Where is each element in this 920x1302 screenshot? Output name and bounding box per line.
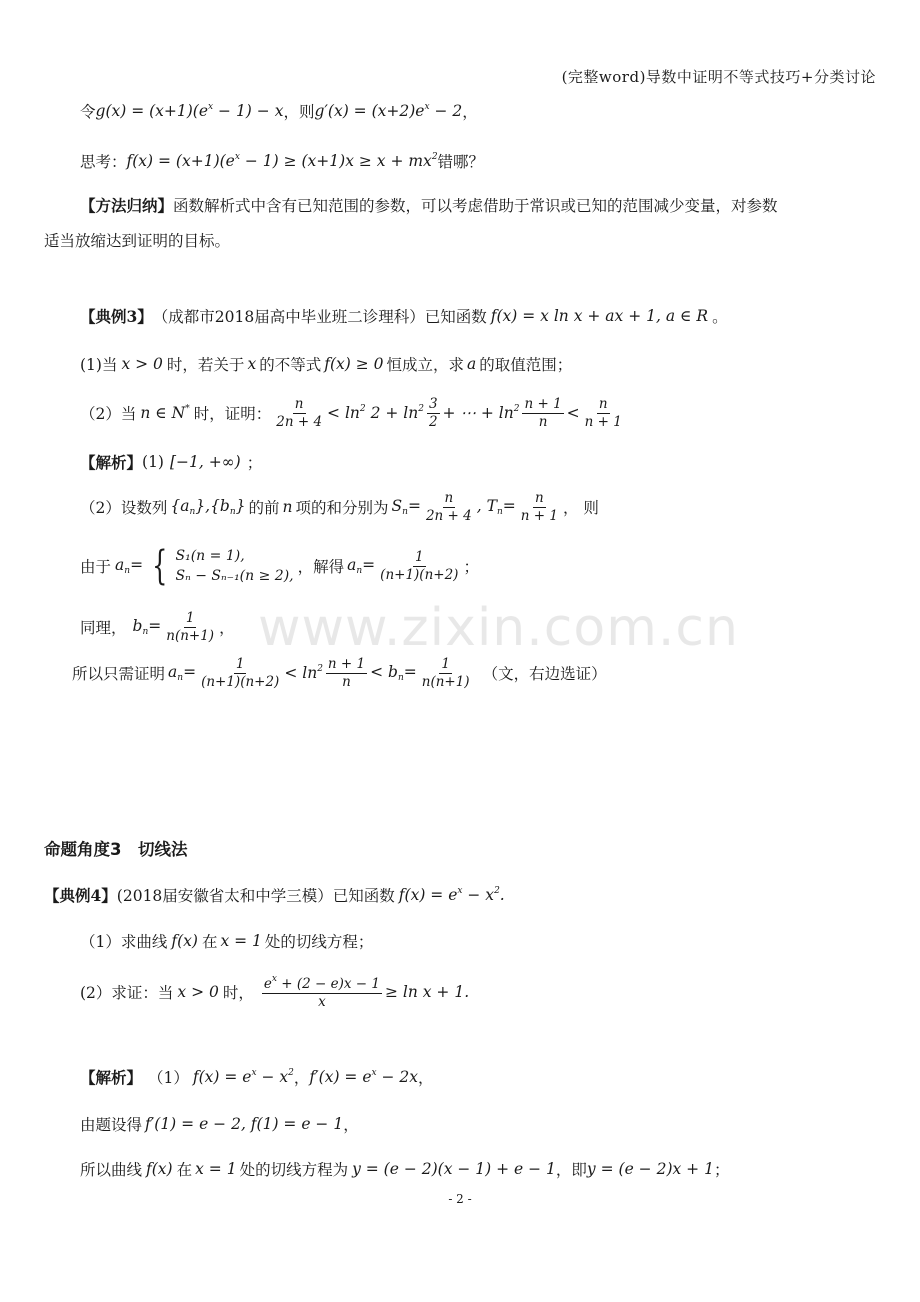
method-summary-line1: [80, 194, 778, 216]
text: (1): [142, 453, 164, 471]
text: 在: [176, 1161, 193, 1179]
page-number: - 2 -: [448, 1192, 472, 1206]
watermark: www.zixin.com.cn: [258, 598, 739, 658]
math: ≥ ln x + 1.: [384, 983, 470, 1002]
method-label: 【方法归纳】: [80, 196, 174, 215]
example3-heading: [80, 305, 728, 327]
example4-heading: [44, 884, 505, 906]
text: ，: [418, 1069, 434, 1087]
text: 由题设得: [80, 1116, 143, 1134]
math: x > 0: [177, 983, 219, 1002]
text: ， 则: [562, 499, 599, 518]
math: + ⋯ + $\ln^2$: [442, 404, 520, 423]
text: 时，若关于: [166, 356, 245, 374]
example4-question1: [80, 930, 373, 952]
solution4-label: 【解析】: [80, 1068, 143, 1087]
fraction: $\frac{n + 1}{n}$: [327, 656, 366, 690]
math: <: [566, 404, 580, 423]
example4-source: (2018届安徽省太和中学三模）已知函数: [116, 887, 395, 905]
math-g-prime: $g'(x) = (x+2)e^x - 2$: [314, 102, 463, 120]
example4-question2: [80, 974, 469, 1011]
text: （1）求曲线: [80, 933, 168, 951]
example4-label: 【典例4】: [44, 886, 117, 905]
solution3-part4: [80, 610, 235, 645]
example3-question2: [80, 396, 627, 431]
example3-function: f(x) = x ln x + ax + 1, a ∈ R: [490, 307, 709, 325]
text: 时，证明：: [193, 405, 272, 424]
fraction: $\frac{n}{n + 1}$: [520, 490, 558, 524]
math: $b_n=$: [132, 617, 162, 638]
solution4-part1: [80, 1066, 434, 1088]
text: ；: [713, 1161, 730, 1179]
text-end: ，: [462, 103, 478, 121]
example4-function: $f(x) = e^x - x^2$.: [398, 886, 505, 904]
text: 处的切线方程为: [239, 1161, 349, 1179]
math: $\{a_n\},\{b_n\}$: [170, 497, 246, 518]
math: f(x): [171, 932, 198, 950]
math: y = (e − 2)(x − 1) + e − 1: [352, 1160, 556, 1178]
math: < $\ln^2 2 + \ln^2$: [327, 404, 424, 423]
text: （2）设数列: [80, 499, 168, 518]
fraction: $\frac{1}{(n+1)(n+2)}$: [201, 656, 280, 690]
text: ，: [293, 1069, 310, 1087]
solution3-part5: [72, 656, 607, 691]
text-end: 错哪？: [437, 153, 485, 171]
fraction: $\frac{n}{n + 1}$: [584, 396, 622, 430]
fraction: $\frac{1}{n(n+1)}$: [421, 656, 470, 690]
text: 所以只需证明: [72, 665, 166, 684]
text: 的前: [248, 499, 280, 518]
case-1: S₁(n = 1),: [175, 548, 245, 564]
text: 所以曲线: [80, 1161, 143, 1179]
fraction: $\frac{n}{2n + 4}$: [425, 490, 472, 524]
example3-source: （成都市2018届高中毕业班二诊理科）已知函数: [152, 308, 487, 326]
solution4-part2: [80, 1113, 359, 1135]
line-g-definition: [80, 100, 478, 122]
example3-question1: [80, 353, 572, 375]
text: ；: [463, 558, 479, 577]
method-summary-line2: [44, 229, 230, 251]
math: x = 1: [220, 932, 262, 950]
piecewise: { S₁(n = 1), Sₙ − Sₙ₋₁(n ≥ 2),: [152, 543, 294, 590]
math-think: $f(x) = (x+1)(e^x - 1) \ge (x+1)x \ge x + mx^2$: [126, 152, 438, 170]
math: $f(x) = e^x - x^2$: [192, 1068, 294, 1086]
solution3-part3: [80, 543, 479, 590]
math: f(x) ≥ 0: [324, 355, 384, 373]
text: 在: [201, 933, 218, 951]
text: 同理，: [80, 619, 127, 638]
math: , $T_n=$: [476, 497, 516, 518]
math: $a_n=$: [347, 556, 376, 577]
math: < $b_n=$: [370, 663, 417, 684]
text-mid: ，则: [283, 103, 315, 121]
solution3-label: 【解析】: [80, 453, 143, 472]
math: f(x): [146, 1160, 173, 1178]
line-think: [80, 150, 484, 172]
fraction: $\frac{e^x + (2 - e)x - 1}{x}$: [263, 974, 380, 1010]
math: y = (e − 2)x + 1: [586, 1160, 714, 1178]
math: n ∈ N*: [140, 404, 190, 423]
solution4-part3: [80, 1158, 729, 1180]
text: （2）当: [80, 405, 137, 424]
math: < $\ln^2$: [284, 664, 323, 683]
solution3-part2: [80, 490, 599, 525]
fraction: $\frac{3}{2}$: [428, 396, 438, 430]
section-title: 命题角度3 切线法: [44, 840, 188, 859]
text: 由于: [80, 558, 112, 577]
math: n: [282, 498, 293, 517]
text: （文，右边选证）: [482, 665, 607, 684]
math-g: $g(x) = (x+1)(e^x - 1) - x$: [95, 102, 284, 120]
method-text2: 适当放缩达到证明的目标。: [44, 232, 231, 250]
math: $f'(x) = e^x - 2x$: [309, 1068, 419, 1086]
math: a: [467, 355, 477, 373]
fraction: $\frac{1}{(n+1)(n+2)}$: [380, 548, 459, 583]
math: f′(1) = e − 2, f(1) = e − 1: [145, 1115, 344, 1133]
text: ；: [246, 454, 263, 472]
text-lead: 思考：: [80, 153, 127, 171]
method-text1: 函数解析式中含有已知范围的参数，可以考虑借助于常识或已知的范围减少变量，对参数: [173, 197, 778, 215]
text: 的取值范围；: [479, 356, 573, 374]
text: 的不等式: [259, 356, 322, 374]
math: $S_n=$: [391, 497, 421, 518]
case-2: Sₙ − Sₙ₋₁(n ≥ 2),: [175, 568, 294, 585]
math: x = 1: [195, 1160, 237, 1178]
text: (1)当: [80, 356, 118, 374]
fraction: $\frac{n}{2n + 4}$: [276, 396, 323, 430]
text-end: 。: [712, 308, 728, 326]
math: [−1, +∞): [169, 453, 241, 471]
fraction: $\frac{1}{n(n+1)}$: [166, 610, 215, 644]
math: x > 0: [121, 355, 163, 373]
math: $a_n=$: [168, 663, 197, 684]
document-header: (完整word)导数中证明不等式技巧+分类讨论: [561, 68, 876, 86]
text: 时，: [222, 984, 254, 1003]
fraction: $\frac{n + 1}{n}$: [524, 396, 562, 430]
text: 恒成立，求: [386, 356, 464, 374]
text: ，: [343, 1116, 359, 1134]
text-lead: 令: [80, 103, 96, 121]
text: ，: [219, 619, 235, 638]
text: 项的和分别为: [295, 499, 389, 518]
text: ，即: [555, 1161, 587, 1179]
math: x: [247, 355, 257, 373]
math: $a_n=$: [115, 556, 144, 577]
example3-label: 【典例3】: [80, 307, 153, 326]
text: （1）: [148, 1069, 189, 1087]
text: ，解得: [297, 558, 345, 577]
solution3-part1: [80, 451, 262, 473]
text: (2）求证：当: [80, 984, 174, 1003]
text: 处的切线方程；: [264, 933, 374, 951]
